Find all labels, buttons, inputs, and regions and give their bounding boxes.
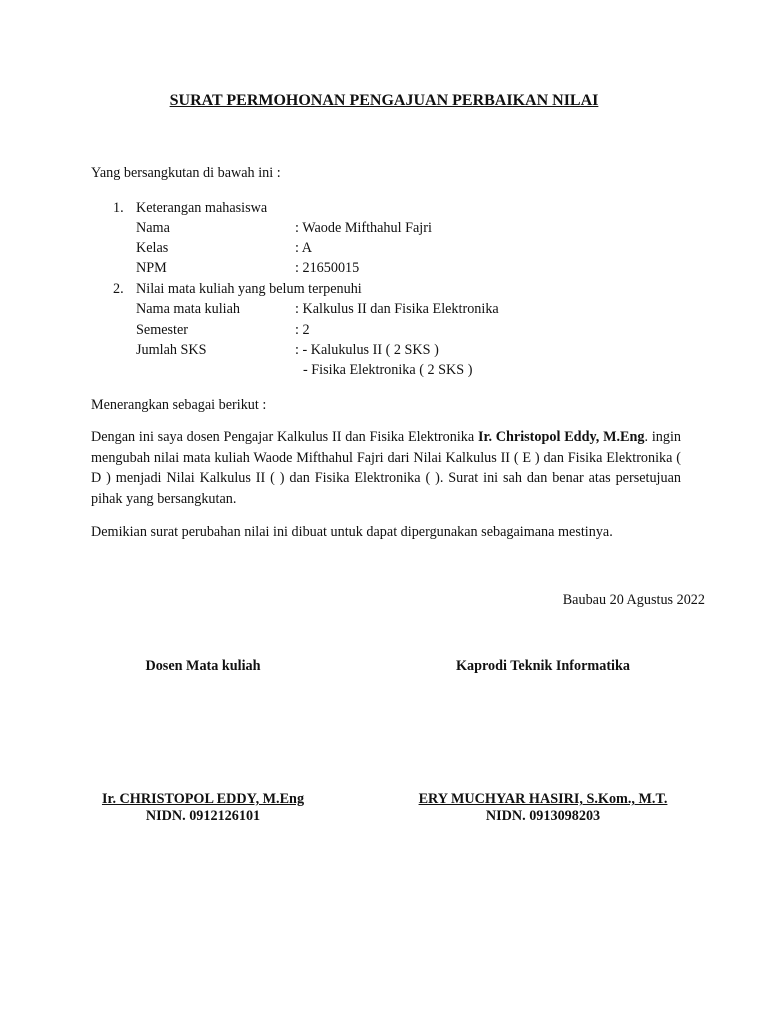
statement-part1: Dengan ini saya dosen Pengajar Kalkulus II dan Fisika Elektronika: [91, 429, 478, 445]
section2-heading: Nilai mata kuliah yang belum terpenuhi: [136, 281, 362, 297]
left-signatory-role: Dosen Mata kuliah: [145, 658, 261, 674]
field-label-npm: NPM: [136, 260, 167, 276]
field-label-nama: Nama: [136, 220, 170, 236]
field-label-semester: Semester: [136, 322, 189, 338]
field-value-npm: : 21650015: [295, 260, 360, 276]
place-date: Baubau 20 Agustus 2022: [562, 592, 705, 608]
section2-number: 2.: [113, 281, 124, 297]
field-value-sks-continuation: - Fisika Elektronika ( 2 SKS ): [303, 362, 473, 378]
field-value-sks: : - Kalukulus II ( 2 SKS ): [295, 342, 439, 358]
lecturer-name-bold: Ir. Christopol Eddy, M.Eng: [477, 429, 645, 445]
statement-paragraph: [91, 427, 681, 509]
field-value-mata-kuliah: : Kalkulus II dan Fisika Elektronika: [295, 301, 499, 317]
field-value-nama: : Waode Mifthahul Fajri: [295, 220, 432, 236]
right-signatory-nidn: NIDN. 0913098203: [485, 808, 601, 824]
right-signatory-name: ERY MUCHYAR HASIRI, S.Kom., M.T.: [418, 791, 668, 807]
section1-number: 1.: [113, 200, 124, 216]
field-value-semester: : 2: [295, 322, 310, 338]
field-value-kelas: : A: [295, 240, 312, 256]
right-signatory-role: Kaprodi Teknik Informatika: [456, 658, 630, 674]
field-label-mata-kuliah: Nama mata kuliah: [136, 301, 241, 317]
statement-intro: Menerangkan sebagai berikut :: [91, 397, 267, 413]
intro-text: Yang bersangkutan di bawah ini :: [91, 165, 281, 181]
field-label-sks: Jumlah SKS: [136, 342, 207, 358]
left-signatory-nidn: NIDN. 0912126101: [145, 808, 261, 824]
left-signatory-name: Ir. CHRISTOPOL EDDY, M.Eng: [101, 791, 305, 807]
section1-heading: Keterangan mahasiswa: [136, 200, 268, 216]
closing-text: Demikian surat perubahan nilai ini dibuat untuk dapat dipergunakan sebagaimana mestinya.: [91, 524, 613, 540]
field-label-kelas: Kelas: [136, 240, 169, 256]
statement-part2: . ingin mengubah nilai mata kuliah Waode Mifthahul Fajri dari Nilai Kalkulus II ( E ) dan Fisika Elektronika ( D ) menjadi Nilai Kalkulus II ( ) dan Fisika Elektronika ( ). Surat ini sah dan benar atas persetujuan pihak yang bersangkutan.: [91, 429, 681, 507]
letter-title: SURAT PERMOHONAN PENGAJUAN PERBAIKAN NILAI: [169, 92, 599, 109]
